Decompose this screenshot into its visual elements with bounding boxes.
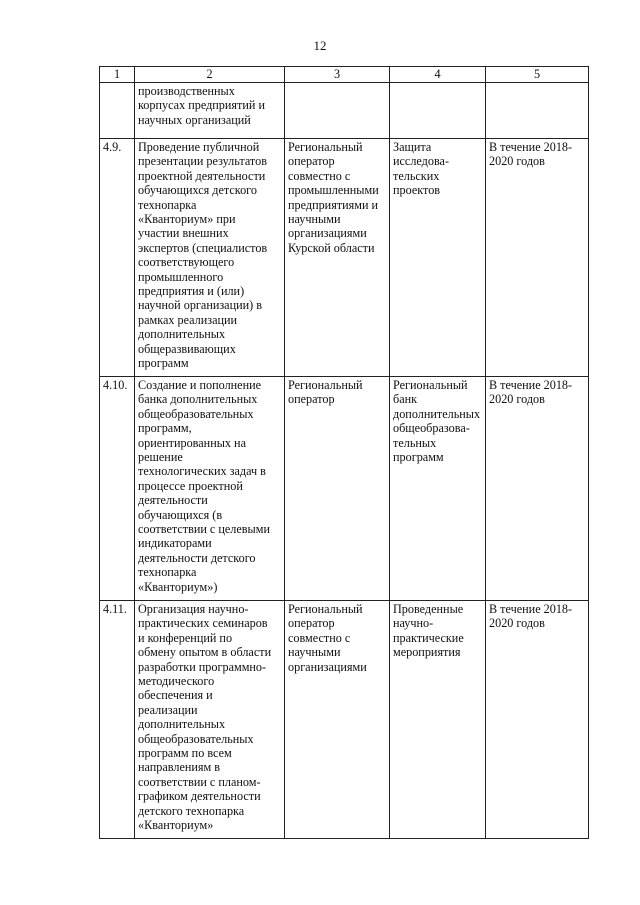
- term-cell: [486, 83, 589, 139]
- table-row: [100, 83, 589, 139]
- column-header-1: 1: [100, 67, 135, 83]
- result-cell: [390, 83, 486, 139]
- activity-cell: Организация научно- практических семинаров и конференций по обмену опытом в области разработки программно- методического обеспечения и реализации дополнительных общеобразовательных программ по всем направлениям в соответствии с планом- графиком деятельности детского технопарка «Кванториум»: [135, 601, 285, 839]
- row-number: [100, 83, 135, 139]
- term-cell: В течение 2018- 2020 годов: [486, 601, 589, 839]
- row-number: 4.10.: [100, 377, 135, 601]
- term-cell: В течение 2018- 2020 годов: [486, 139, 589, 377]
- column-header-5: 5: [486, 67, 589, 83]
- result-cell: Защита исследова- тельских проектов: [390, 139, 486, 377]
- column-header-2: 2: [135, 67, 285, 83]
- result-cell: Проведенные научно- практические мероприятия: [390, 601, 486, 839]
- table-row: [100, 377, 589, 601]
- activity-cell: Создание и пополнение банка дополнительных общеобразовательных программ, ориентированных на решение технологических задач в процессе проектной деятельности обучающихся (в соответствии с целевыми индикаторами деятельности детского технопарка «Кванториум»): [135, 377, 285, 601]
- activities-table: [99, 66, 589, 839]
- column-header-4: 4: [390, 67, 486, 83]
- executor-cell: Региональный оператор: [285, 377, 390, 601]
- column-header-3: 3: [285, 67, 390, 83]
- row-number: 4.9.: [100, 139, 135, 377]
- row-number: 4.11.: [100, 601, 135, 839]
- table-row: [100, 601, 589, 839]
- executor-cell: Региональный оператор совместно с промышленными предприятиями и научными организациями Курской области: [285, 139, 390, 377]
- table-row: [100, 139, 589, 377]
- table-header-row: [100, 67, 589, 83]
- activity-cell: производственных корпусах предприятий и научных организаций: [135, 83, 285, 139]
- result-cell: Региональный банк дополнительных общеобразова- тельных программ: [390, 377, 486, 601]
- term-cell: В течение 2018- 2020 годов: [486, 377, 589, 601]
- page-number: 12: [313, 38, 327, 53]
- executor-cell: [285, 83, 390, 139]
- activity-cell: Проведение публичной презентации результатов проектной деятельности обучающихся детского технопарка «Кванториум» при участии внешних экспертов (специалистов соответствующего промышленного предприятия и (или) научной организации) в рамках реализации дополнительных общеразвивающих программ: [135, 139, 285, 377]
- executor-cell: Региональный оператор совместно с научными организациями: [285, 601, 390, 839]
